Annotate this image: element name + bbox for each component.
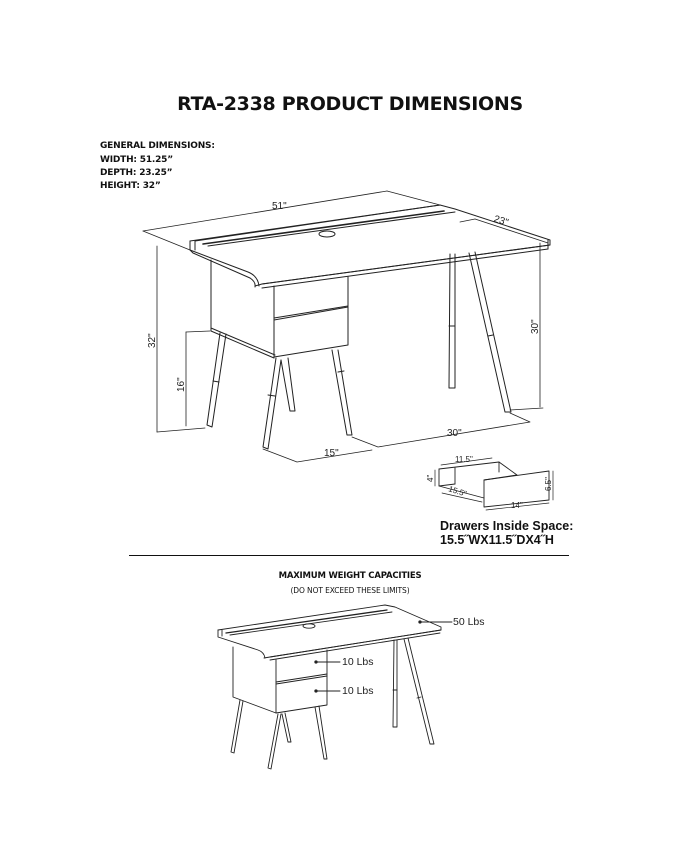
dim-clearance-16: 16" bbox=[176, 377, 187, 392]
desk-illustration bbox=[190, 205, 550, 449]
drawer-illustration bbox=[435, 458, 553, 510]
drawer-caption-line1: Drawers Inside Space: bbox=[440, 519, 574, 533]
general-height: HEIGHT: 32” bbox=[100, 181, 161, 191]
drawer-width-label: 15.5" bbox=[447, 484, 468, 499]
general-width: WIDTH: 51.25” bbox=[100, 155, 173, 165]
general-dimensions-heading: GENERAL DIMENSIONS: bbox=[100, 141, 215, 151]
dim-depth-23: 23" bbox=[492, 213, 510, 229]
dim-width-51: 51" bbox=[272, 201, 287, 212]
top-drawer-weight-label: 10 Lbs bbox=[342, 656, 374, 668]
weight-capacities-subheading: (DO NOT EXCEED THESE LIMITS) bbox=[290, 586, 410, 595]
drawer-caption-line2: 15.5˝WX11.5˝DX4˝H bbox=[440, 533, 554, 547]
dim-height-30: 30" bbox=[530, 319, 541, 334]
page-title: RTA-2338 PRODUCT DIMENSIONS bbox=[177, 93, 523, 115]
desktop-weight-label: 50 Lbs bbox=[453, 616, 485, 628]
bottom-drawer-weight-label: 10 Lbs bbox=[342, 685, 374, 697]
weight-desk-illustration bbox=[218, 605, 452, 769]
dim-height-32: 32" bbox=[147, 333, 158, 348]
dim-depth-15: 15" bbox=[324, 448, 339, 459]
section-divider bbox=[129, 555, 569, 556]
drawer-front-width-label: 14" bbox=[511, 501, 523, 510]
general-depth: DEPTH: 23.25” bbox=[100, 168, 173, 178]
drawer-height-label: 4" bbox=[426, 474, 435, 482]
weight-capacities-heading: MAXIMUM WEIGHT CAPACITIES bbox=[278, 571, 422, 581]
dim-span-30: 30" bbox=[447, 428, 462, 439]
drawer-front-height-label: 6.5" bbox=[544, 477, 553, 491]
drawer-depth-label: 11.5" bbox=[455, 455, 473, 464]
dimension-lines bbox=[143, 191, 548, 462]
